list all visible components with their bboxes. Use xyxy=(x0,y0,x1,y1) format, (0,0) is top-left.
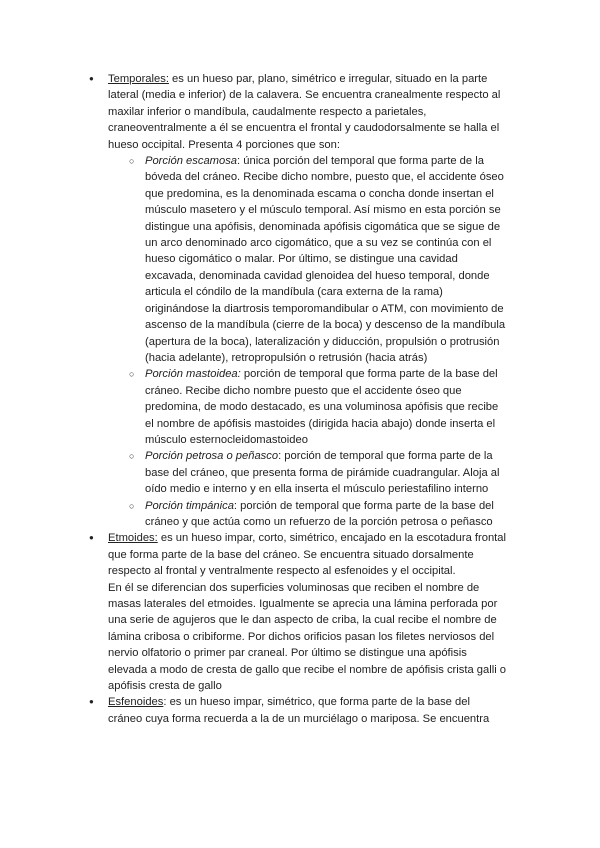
term-porcion-timpanica: Porción timpánica xyxy=(145,499,234,512)
term-etmoides: Etmoides: xyxy=(108,532,158,545)
list-item-porcion-escamosa xyxy=(128,153,506,366)
list-item-porcion-timpanica xyxy=(128,498,506,531)
text-etmoides: es un hueso impar, corto, simétrico, encajado en la escotadura frontal que forma parte de la base del cráneo. Se encuentra situado dorsalmente respecto al frontal y ventralmente respecto al esfenoides y el occipital. xyxy=(108,532,506,578)
term-porcion-petrosa: Porción petrosa o peñasco xyxy=(145,450,279,463)
term-esfenoides: Esfenoides xyxy=(108,696,164,709)
text-porcion-timpanica: : porción de temporal que forma parte de la base del cráneo y que actúa como un refuerzo de la porción petrosa o peñasco xyxy=(145,499,494,528)
paragraph-etmoides-continuation: En él se diferencian dos superficies voluminosas que reciben el nombre de masas laterales del etmoides. Igualmente se aprecia una lámina perforada por una serie de agujeros que le dan aspecto de criba, la cual recibe el nombre de lámina cribosa o cribiforme. Por dichos orificios pasan los filetes nerviosos del nervio olfatorio o primer par craneal. Por último se distingue una apófisis elevada a modo de cresta de gallo que recibe el nombre de apófisis crista galli o apófisis cresta de gallo xyxy=(108,581,507,693)
bone-list xyxy=(90,71,506,727)
text-porcion-petrosa: : porción de temporal que forma parte de la base del cráneo, que presenta forma de pirámide cuadrangular. Aloja al oído medio e interno y en ella inserta el músculo periestafilino interno xyxy=(145,450,500,496)
list-item-porcion-mastoidea xyxy=(128,366,506,448)
term-porcion-mastoidea: Porción mastoidea: xyxy=(145,368,241,381)
list-item-porcion-petrosa xyxy=(128,448,506,497)
text-esfenoides: : es un hueso impar, simétrico, que forma parte de la base del cráneo cuya forma recuerda a la de un murciélago o mariposa. Se encuentra xyxy=(108,696,490,725)
text-temporales: es un hueso par, plano, simétrico e irregular, situado en la parte lateral (media e inferior) de la calavera. Se encuentra cranealmente respecto al maxilar inferior o mandíbula, caudalmente respecto a parietales, craneoventralmente a él se encuentra el frontal y caudodorsalmente se halla el hueso occipital. Presenta 4 porciones que son: xyxy=(108,73,501,151)
list-item-temporales xyxy=(90,71,506,530)
text-porcion-mastoidea: porción de temporal que forma parte de la base del cráneo. Recibe dicho nombre puesto que el accidente óseo que predomina, de modo destacado, es una voluminosa apófisis que recibe el nombre de apófisis mastoides (dirigida hacia abajo) donde inserta el músculo esternocleidomastoideo xyxy=(145,368,499,446)
term-porcion-escamosa: Porción escamosa xyxy=(145,155,238,168)
text-porcion-escamosa: : única porción del temporal que forma parte de la bóveda del cráneo. Recibe dicho nombre, puesto que, el accidente óseo que predomina, es la denominada escama o concha donde insertan el músculo masetero y el músculo temporal. Así mismo en esta porción se distingue una apófisis, denominada apófisis cigomática que se sigue de un arco denominado arco cigomático, que a su vez se continúa con el hueso cigomático o malar. Por último, se distingue una cavidad excavada, denominada cavidad glenoidea del hueso temporal, donde articula el cóndilo de la mandíbula (cara externa de la rama) originándose la diartrosis temporomandibular o ATM, con movimiento de ascenso de la mandíbula (cierre de la boca) y descenso de la mandíbula (apertura de la boca), lateralización y diducción, propulsión o protrusión (hacia adelante), retropropulsión o retrusión (hacia atrás) xyxy=(145,155,506,364)
list-item-etmoides xyxy=(90,530,506,694)
term-temporales: Temporales: xyxy=(108,73,169,85)
list-item-esfenoides xyxy=(90,694,506,727)
portions-list xyxy=(128,153,506,530)
